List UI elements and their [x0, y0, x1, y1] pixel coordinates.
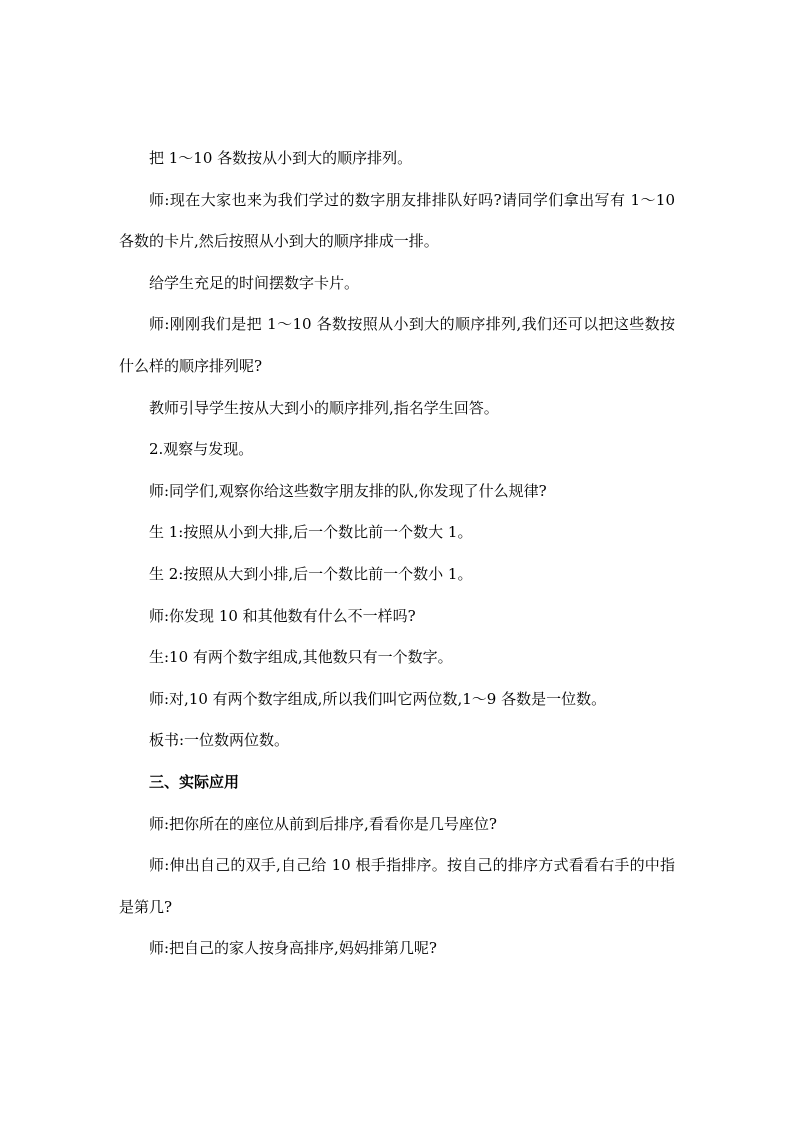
paragraph: 生 2:按照从大到小排,后一个数比前一个数小 1。	[149, 564, 473, 583]
document-body	[119, 138, 675, 970]
paragraph: 师:现在大家也来为我们学过的数字朋友排排队好吗?请同学们拿出写有 1～10 各数的卡片,然后按照从小到大的顺序排成一排。	[119, 190, 675, 251]
paragraph: 生:10 有两个数字组成,其他数只有一个数字。	[149, 648, 453, 667]
paragraph: 师:把你所在的座位从前到后排序,看看你是几号座位?	[149, 814, 497, 833]
paragraph: 师:同学们,观察你给这些数字朋友排的队,你发现了什么规律?	[149, 481, 547, 500]
paragraph: 2.观察与发现。	[149, 440, 254, 459]
paragraph: 师:刚刚我们是把 1～10 各数按照从小到大的顺序排列,我们还可以把这些数按什么样的顺序排列呢?	[119, 315, 675, 375]
paragraph: 师:对,10 有两个数字组成,所以我们叫它两位数,1～9 各数是一位数。	[149, 689, 607, 708]
paragraph: 给学生充足的时间摆数字卡片。	[149, 273, 360, 292]
paragraph: 师:把自己的家人按身高排序,妈妈排第几呢?	[149, 939, 437, 958]
paragraph: 把 1～10 各数按从小到大的顺序排列。	[149, 149, 413, 167]
paragraph: 板书:一位数两位数。	[149, 731, 290, 750]
paragraph: 生 1:按照从小到大排,后一个数比前一个数大 1。	[149, 523, 473, 542]
paragraph: 师:伸出自己的双手,自己给 10 根手指排序。按自己的排序方式看看右手的中指是第几?	[119, 856, 675, 916]
section-heading: 三、实际应用	[149, 772, 240, 791]
paragraph: 师:你发现 10 和其他数有什么不一样吗?	[149, 606, 416, 625]
paragraph: 教师引导学生按从大到小的顺序排列,指名学生回答。	[149, 398, 499, 417]
